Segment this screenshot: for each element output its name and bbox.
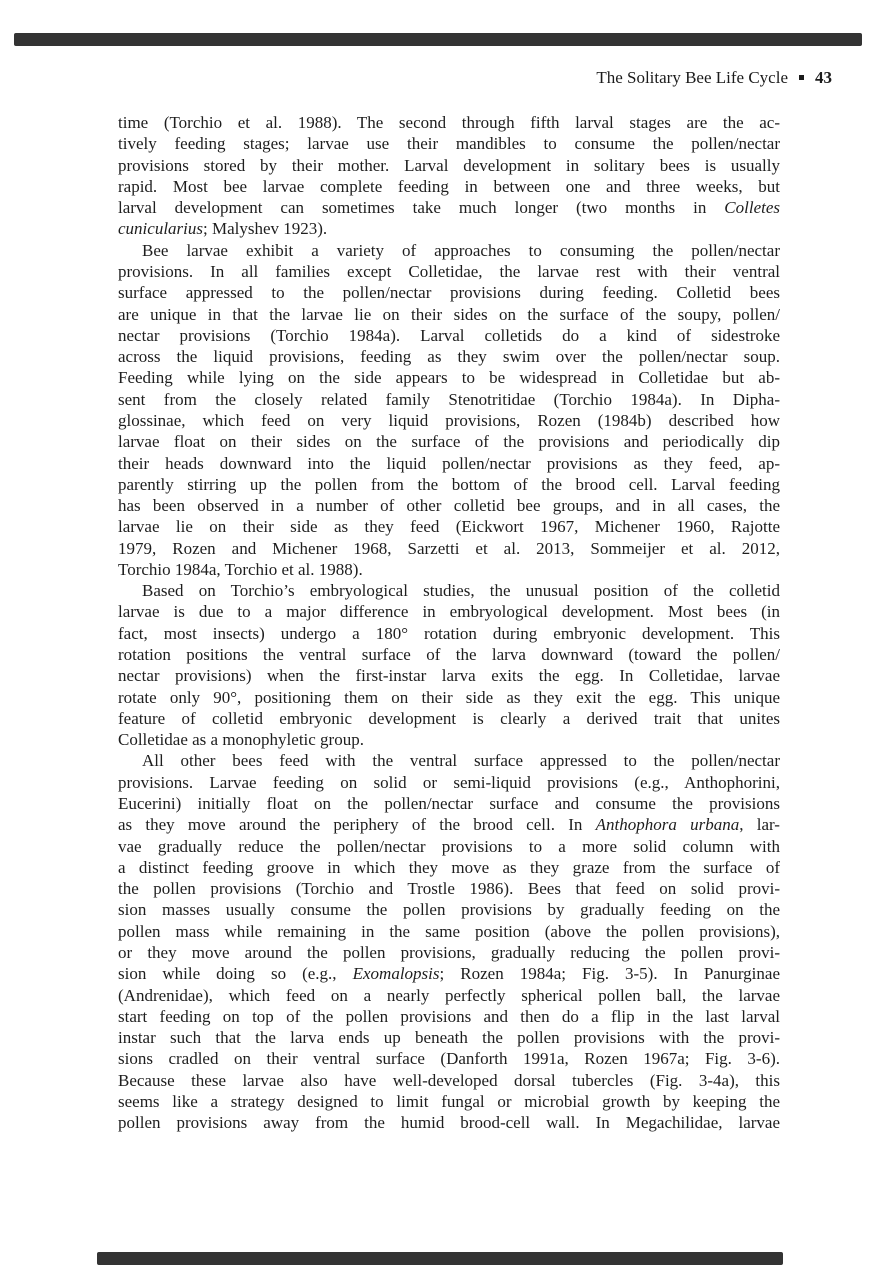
text-line: rapid. Most bee larvae complete feeding in between one and three weeks, but bbox=[118, 176, 780, 196]
text-line: start feeding on top of the pollen provisions and then do a flip in the last larval bbox=[118, 1006, 780, 1026]
paragraph bbox=[118, 750, 780, 1133]
text-line: rotate only 90°, positioning them on their side as they exit the egg. This unique bbox=[118, 687, 780, 707]
text-line: 1979, Rozen and Michener 1968, Sarzetti et al. 2013, Sommeijer et al. 2012, bbox=[118, 538, 780, 558]
text-line: Eucerini) initially float on the pollen/nectar surface and consume the provisions bbox=[118, 794, 780, 813]
paragraph bbox=[118, 240, 780, 581]
text-line: sion masses usually consume the pollen provisions by gradually feeding on the bbox=[118, 900, 780, 920]
text-line: parently stirring up the pollen from the bottom of the brood cell. Larval feeding bbox=[118, 474, 780, 494]
text-line: provisions. Larvae feeding on solid or semi-liquid provisions (e.g., Anthophorini, bbox=[118, 772, 780, 792]
scan-artifact-bottom-bar bbox=[97, 1252, 783, 1265]
text-line: Feeding while lying on the side appears to be widespread in Colletidae but ab- bbox=[118, 368, 780, 388]
paragraph bbox=[118, 580, 780, 750]
text-line: All other bees feed with the ventral surface appressed to the pollen/nectar bbox=[142, 751, 780, 771]
text-line: as they move around the periphery of the brood cell. In Anthophora urbana, lar- bbox=[118, 815, 780, 835]
text-line: their heads downward into the liquid pollen/nectar provisions as they feed, ap- bbox=[118, 453, 780, 473]
text-line: pollen mass while remaining in the same position (above the pollen provisions), bbox=[118, 921, 780, 941]
text-line: are unique in that the larvae lie on their sides on the surface of the soupy, pollen/ bbox=[118, 304, 780, 324]
square-bullet-icon bbox=[799, 75, 804, 80]
text-line: instar such that the larva ends up beneath the pollen provisions with the provi- bbox=[118, 1028, 780, 1048]
page-number: 43 bbox=[815, 68, 832, 87]
text-line: Because these larvae also have well-developed dorsal tubercles (Fig. 3-4a), this bbox=[118, 1070, 780, 1090]
text-line: Based on Torchio’s embryological studies, the unusual position of the colletid bbox=[142, 581, 780, 601]
text-line: has been observed in a number of other colletid bee groups, and in all cases, the bbox=[118, 496, 780, 516]
text-line: sion while doing so (e.g., Exomalopsis; Rozen 1984a; Fig. 3-5). In Panurginae bbox=[118, 964, 780, 984]
text-line: larvae is due to a major difference in embryological development. Most bees (in bbox=[118, 602, 780, 622]
running-head bbox=[596, 67, 832, 89]
text-line: sent from the closely related family Stenotritidae (Torchio 1984a). In Dipha- bbox=[118, 389, 780, 409]
text-line: larvae float on their sides on the surface of the provisions and periodically dip bbox=[118, 432, 780, 452]
running-title: The Solitary Bee Life Cycle bbox=[596, 68, 788, 87]
text-line: glossinae, which feed on very liquid provisions, Rozen (1984b) described how bbox=[118, 410, 780, 430]
text-line: across the liquid provisions, feeding as they swim over the pollen/nectar soup. bbox=[118, 347, 780, 367]
text-line: fact, most insects) undergo a 180° rotation during embryonic development. This bbox=[118, 623, 780, 643]
page-body-text bbox=[118, 112, 780, 1134]
text-line: time (Torchio et al. 1988). The second through fifth larval stages are the ac- bbox=[118, 113, 780, 132]
text-line: pollen provisions away from the humid brood-cell wall. In Megachilidae, larvae bbox=[118, 1113, 780, 1133]
text-line: larval development can sometimes take much longer (two months in Colletes bbox=[118, 198, 780, 218]
paragraph bbox=[118, 112, 780, 240]
text-line: cunicularius; Malyshev 1923). bbox=[118, 219, 328, 239]
text-line: nectar provisions (Torchio 1984a). Larval colletids do a kind of sidestroke bbox=[118, 325, 780, 345]
text-line: seems like a strategy designed to limit fungal or microbial growth by keeping the bbox=[118, 1091, 780, 1111]
text-line: tively feeding stages; larvae use their mandibles to consume the pollen/nectar bbox=[118, 134, 780, 154]
scan-artifact-top-bar bbox=[14, 33, 862, 46]
text-line: a distinct feeding groove in which they move as they graze from the surface of bbox=[118, 857, 780, 877]
text-line: or they move around the pollen provisions, gradually reducing the pollen provi- bbox=[118, 942, 780, 962]
text-line: Bee larvae exhibit a variety of approaches to consuming the pollen/nectar bbox=[142, 240, 780, 260]
text-line: feature of colletid embryonic development is clearly a derived trait that unites bbox=[118, 708, 780, 728]
text-line: surface appressed to the pollen/nectar provisions during feeding. Colletid bees bbox=[118, 283, 780, 303]
text-line: Colletidae as a monophyletic group. bbox=[118, 730, 364, 750]
text-line: (Andrenidae), which feed on a nearly perfectly spherical pollen ball, the larvae bbox=[118, 985, 780, 1005]
text-line: sions cradled on their ventral surface (Danforth 1991a, Rozen 1967a; Fig. 3-6). bbox=[118, 1049, 780, 1069]
text-line: vae gradually reduce the pollen/nectar provisions to a more solid column with bbox=[118, 836, 780, 856]
text-line: rotation positions the ventral surface of the larva downward (toward the pollen/ bbox=[118, 645, 780, 665]
text-line: the pollen provisions (Torchio and Trostle 1986). Bees that feed on solid provi- bbox=[118, 879, 780, 899]
text-line: larvae lie on their side as they feed (Eickwort 1967, Michener 1960, Rajotte bbox=[118, 517, 780, 537]
text-line: provisions. In all families except Colletidae, the larvae rest with their ventral bbox=[118, 261, 780, 281]
text-line: Torchio 1984a, Torchio et al. 1988). bbox=[118, 559, 363, 579]
text-line: nectar provisions) when the first-instar larva exits the egg. In Colletidae, larvae bbox=[118, 666, 780, 686]
text-line: provisions stored by their mother. Larval development in solitary bees is usually bbox=[118, 155, 780, 175]
